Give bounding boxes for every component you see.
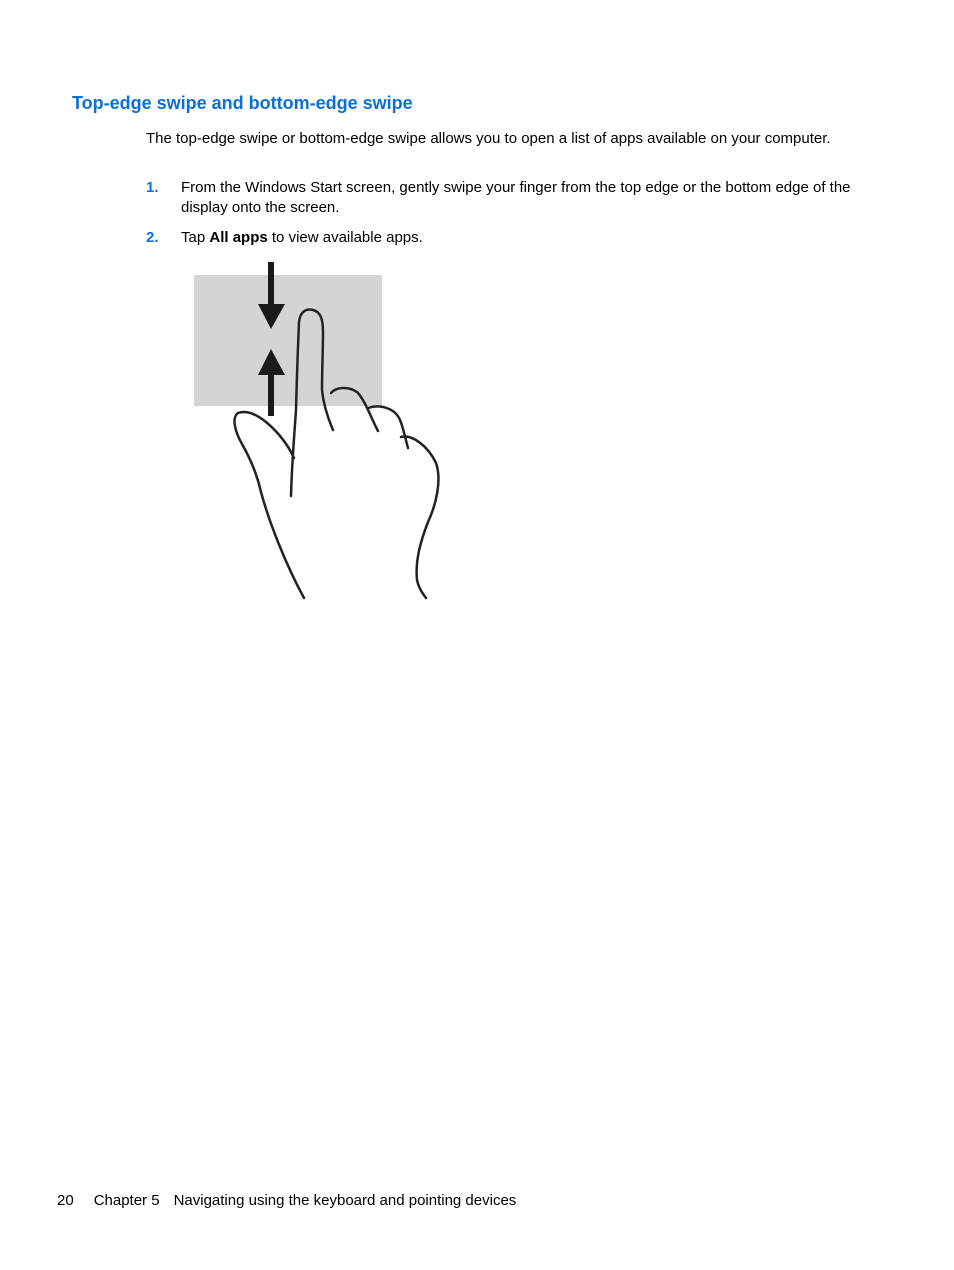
step-text: From the Windows Start screen, gently swipe your finger from the top edge or the bottom edge of the display onto the screen.	[181, 179, 851, 216]
page-number: 20	[57, 1192, 74, 1209]
section-heading: Top-edge swipe and bottom-edge swipe	[72, 93, 413, 113]
step-number: 1.	[146, 179, 159, 196]
all-apps-label: All apps	[209, 229, 268, 246]
intro-paragraph: The top-edge swipe or bottom-edge swipe allows you to open a list of apps available on your computer.	[146, 130, 831, 147]
swipe-illustration	[190, 260, 450, 605]
chapter-label: Chapter 5	[93, 1192, 160, 1209]
step-item	[146, 178, 861, 217]
page-footer	[57, 1192, 516, 1209]
step-item	[146, 228, 861, 248]
step-text	[181, 228, 861, 248]
step-number: 2.	[146, 229, 159, 246]
step-text-before: Tap	[181, 229, 210, 246]
screen-area	[194, 275, 382, 406]
step-text-after: to view available apps.	[267, 229, 423, 246]
chapter-title: Navigating using the keyboard and pointing devices	[173, 1192, 517, 1209]
